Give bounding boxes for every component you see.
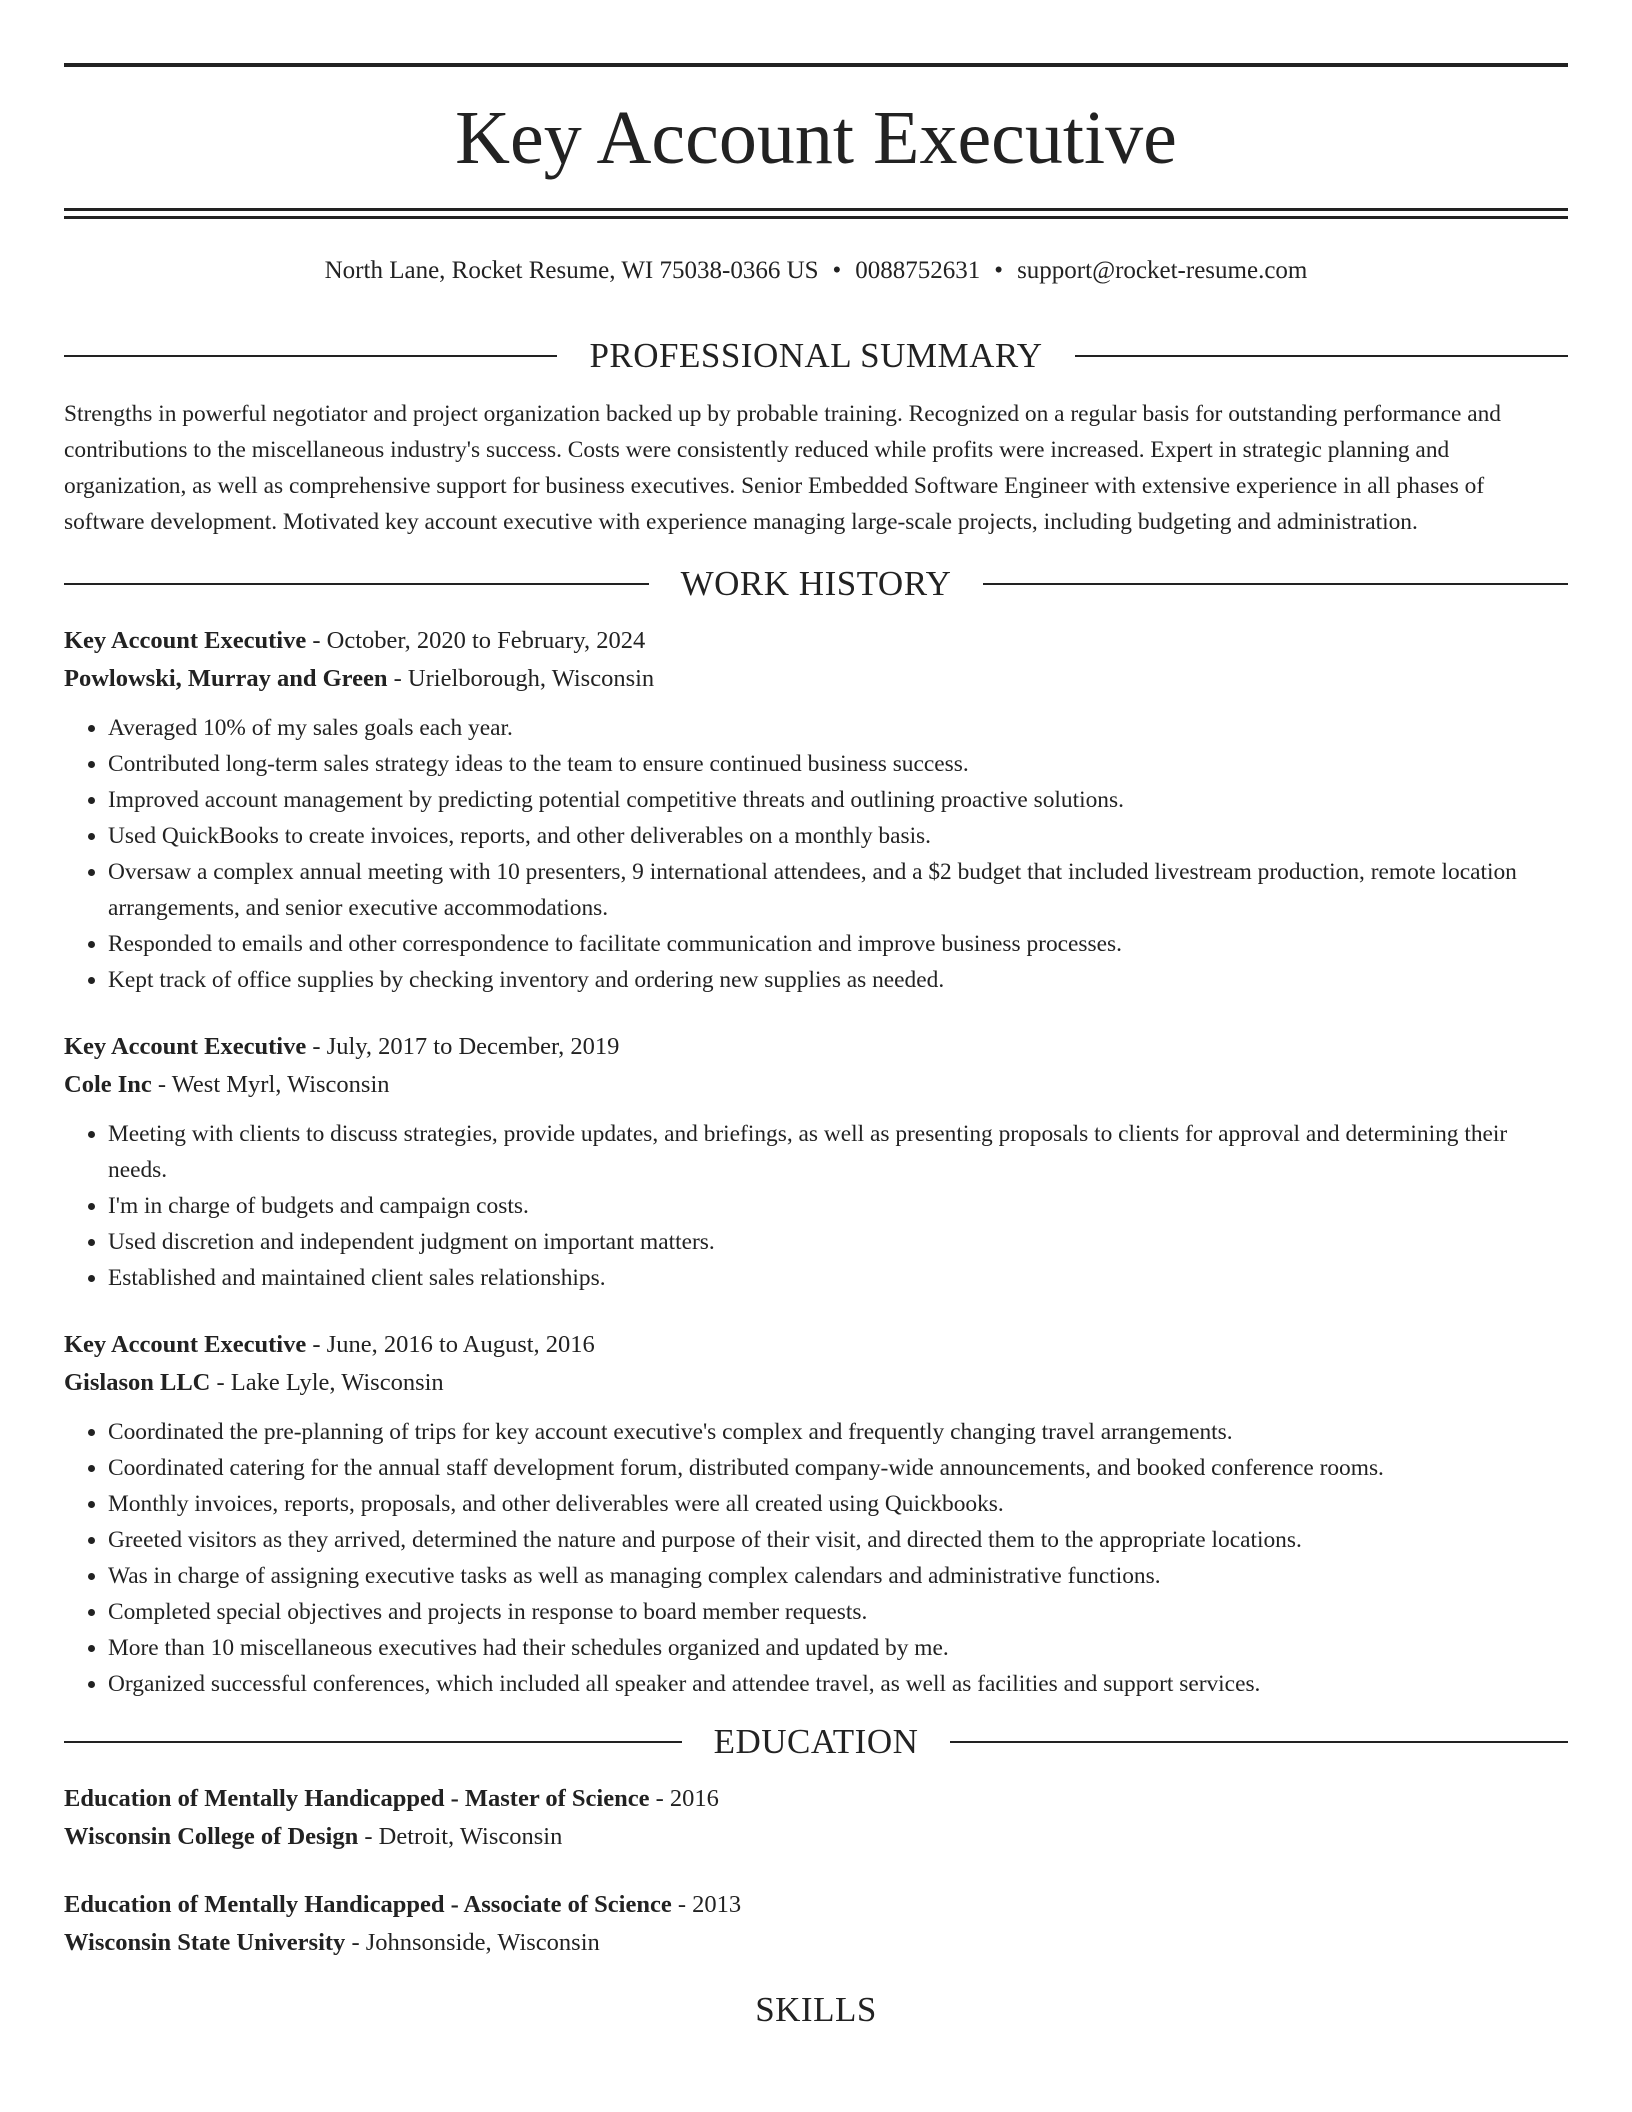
job-bullets — [64, 1414, 1568, 1702]
contact-email: support@rocket-resume.com — [1017, 257, 1308, 284]
job-bullet: • Meeting with clients to discuss strategies, provide updates, and briefings, as well as presenting proposals to clients for approval and determining their needs. — [108, 1116, 1568, 1188]
job-bullet: • More than 10 miscellaneous executives had their schedules organized and updated by me. — [108, 1630, 1568, 1666]
job-bullet: • Improved account management by predicting potential competitive threats and outlining proactive solutions. — [108, 782, 1568, 818]
job-bullet: • Used discretion and independent judgment on important matters. — [108, 1224, 1568, 1260]
job-title: Key Account Executive — [64, 1033, 307, 1060]
job-bullet: • Established and maintained client sales relationships. — [108, 1260, 1568, 1296]
education-entry — [64, 1780, 1568, 1856]
job-bullet: • Oversaw a complex annual meeting with 10 presenters, 9 international attendees, and a $2 budget that included livestream production, remote location arrangements, and senior executive accommodations. — [108, 854, 1568, 926]
heading-rule-right — [1075, 355, 1568, 357]
job-entry — [64, 1326, 1568, 1702]
education-degree: Education of Mentally Handicapped - Associate of Science — [64, 1891, 672, 1918]
job-bullet: • Was in charge of assigning executive tasks as well as managing complex calendars and administrative functions. — [108, 1558, 1568, 1594]
heading-rule-right — [950, 1741, 1568, 1743]
education-school: Wisconsin State University — [64, 1929, 346, 1956]
header-double-rule-lower — [64, 216, 1568, 219]
heading-rule-left — [64, 355, 557, 357]
job-company: Cole Inc — [64, 1071, 152, 1098]
job-bullet: • Responded to emails and other correspondence to facilitate communication and improve business processes. — [108, 926, 1568, 962]
contact-address: North Lane, Rocket Resume, WI 75038-0366 US — [324, 257, 819, 284]
contact-phone: 0088752631 — [855, 257, 981, 284]
education-degree-line — [64, 1886, 1568, 1924]
header-double-rule-upper — [64, 208, 1568, 211]
job-bullet: • Organized successful conferences, which included all speaker and attendee travel, as well as facilities and support services. — [108, 1666, 1568, 1702]
section-title: SKILLS — [755, 1990, 877, 2029]
education-entry — [64, 1886, 1568, 1962]
education-school-line — [64, 1924, 1568, 1962]
job-dates: - June, 2016 to August, 2016 — [306, 1331, 595, 1358]
job-location: - West Myrl, Wisconsin — [151, 1071, 390, 1098]
job-dates: - July, 2017 to December, 2019 — [306, 1033, 620, 1060]
job-entry — [64, 1028, 1568, 1296]
education-year: - 2013 — [671, 1891, 742, 1918]
contact-separator: • — [994, 257, 1004, 284]
job-bullets — [64, 710, 1568, 998]
resume-body — [64, 330, 1568, 2036]
job-location: - Lake Lyle, Wisconsin — [210, 1369, 444, 1396]
job-title: Key Account Executive — [64, 627, 307, 654]
job-location: - Urielborough, Wisconsin — [387, 665, 655, 692]
summary-text: Strengths in powerful negotiator and project organization backed up by probable training. Recognized on a regular basis for outstanding performance and contributions to the miscellaneous industry's success. Costs were consistently reduced while profits were increased. Expert in strategic planning and organization, as well as comprehensive support for business executives. Senior Embedded Software Engineer with extensive experience in all phases of software development. Motivated key account executive with experience managing large-scale projects, including budgeting and administration. — [64, 401, 1501, 535]
section-heading-summary — [64, 330, 1568, 382]
resume-title: Key Account Executive — [455, 96, 1177, 180]
job-bullet: • Completed special objectives and projects in response to board member requests. — [108, 1594, 1568, 1630]
job-bullet: • Used QuickBooks to create invoices, reports, and other deliverables on a monthly basis. — [108, 818, 1568, 854]
education-degree-line — [64, 1780, 1568, 1818]
job-company-line — [64, 1066, 1568, 1104]
job-title: Key Account Executive — [64, 1331, 307, 1358]
job-entry — [64, 622, 1568, 998]
education-school: Wisconsin College of Design — [64, 1823, 359, 1850]
section-heading-education — [64, 1716, 1568, 1768]
education-school-line — [64, 1818, 1568, 1856]
section-title: PROFESSIONAL SUMMARY — [589, 336, 1043, 375]
job-bullet: • Coordinated catering for the annual staff development forum, distributed company-wide announcements, and booked conference rooms. — [108, 1450, 1568, 1486]
contact-separator: • — [832, 257, 842, 284]
job-title-line — [64, 1028, 1568, 1066]
job-dates: - October, 2020 to February, 2024 — [306, 627, 646, 654]
job-company: Gislason LLC — [64, 1369, 211, 1396]
heading-rule-left — [64, 1741, 682, 1743]
job-bullet: • Kept track of office supplies by checking inventory and ordering new supplies as needed. — [108, 962, 1568, 998]
job-bullet: • Monthly invoices, reports, proposals, and other deliverables were all created using Quickbooks. — [108, 1486, 1568, 1522]
job-bullet: • Greeted visitors as they arrived, determined the nature and purpose of their visit, and directed them to the appropriate locations. — [108, 1522, 1568, 1558]
job-bullets — [64, 1116, 1568, 1296]
education-location: - Johnsonside, Wisconsin — [345, 1929, 600, 1956]
job-bullet: • I'm in charge of budgets and campaign costs. — [108, 1188, 1568, 1224]
job-company-line — [64, 1364, 1568, 1402]
section-title: WORK HISTORY — [680, 564, 952, 603]
job-bullet: • Averaged 10% of my sales goals each year. — [108, 710, 1568, 746]
education-year: - 2016 — [649, 1785, 719, 1812]
education-degree: Education of Mentally Handicapped - Master of Science — [64, 1785, 650, 1812]
section-heading-skills — [64, 1984, 1568, 2036]
job-company: Powlowski, Murray and Green — [64, 665, 388, 692]
job-bullet: • Contributed long-term sales strategy ideas to the team to ensure continued business success. — [108, 746, 1568, 782]
job-title-line — [64, 1326, 1568, 1364]
job-company-line — [64, 660, 1568, 698]
contact-line — [64, 255, 1568, 287]
job-title-line — [64, 622, 1568, 660]
header-top-rule — [64, 63, 1568, 67]
heading-rule-left — [64, 583, 649, 585]
heading-rule-right — [983, 583, 1568, 585]
education-location: - Detroit, Wisconsin — [358, 1823, 563, 1850]
section-heading-work — [64, 558, 1568, 610]
job-bullet: • Coordinated the pre-planning of trips for key account executive's complex and frequently changing travel arrangements. — [108, 1414, 1568, 1450]
section-title: EDUCATION — [713, 1722, 919, 1761]
